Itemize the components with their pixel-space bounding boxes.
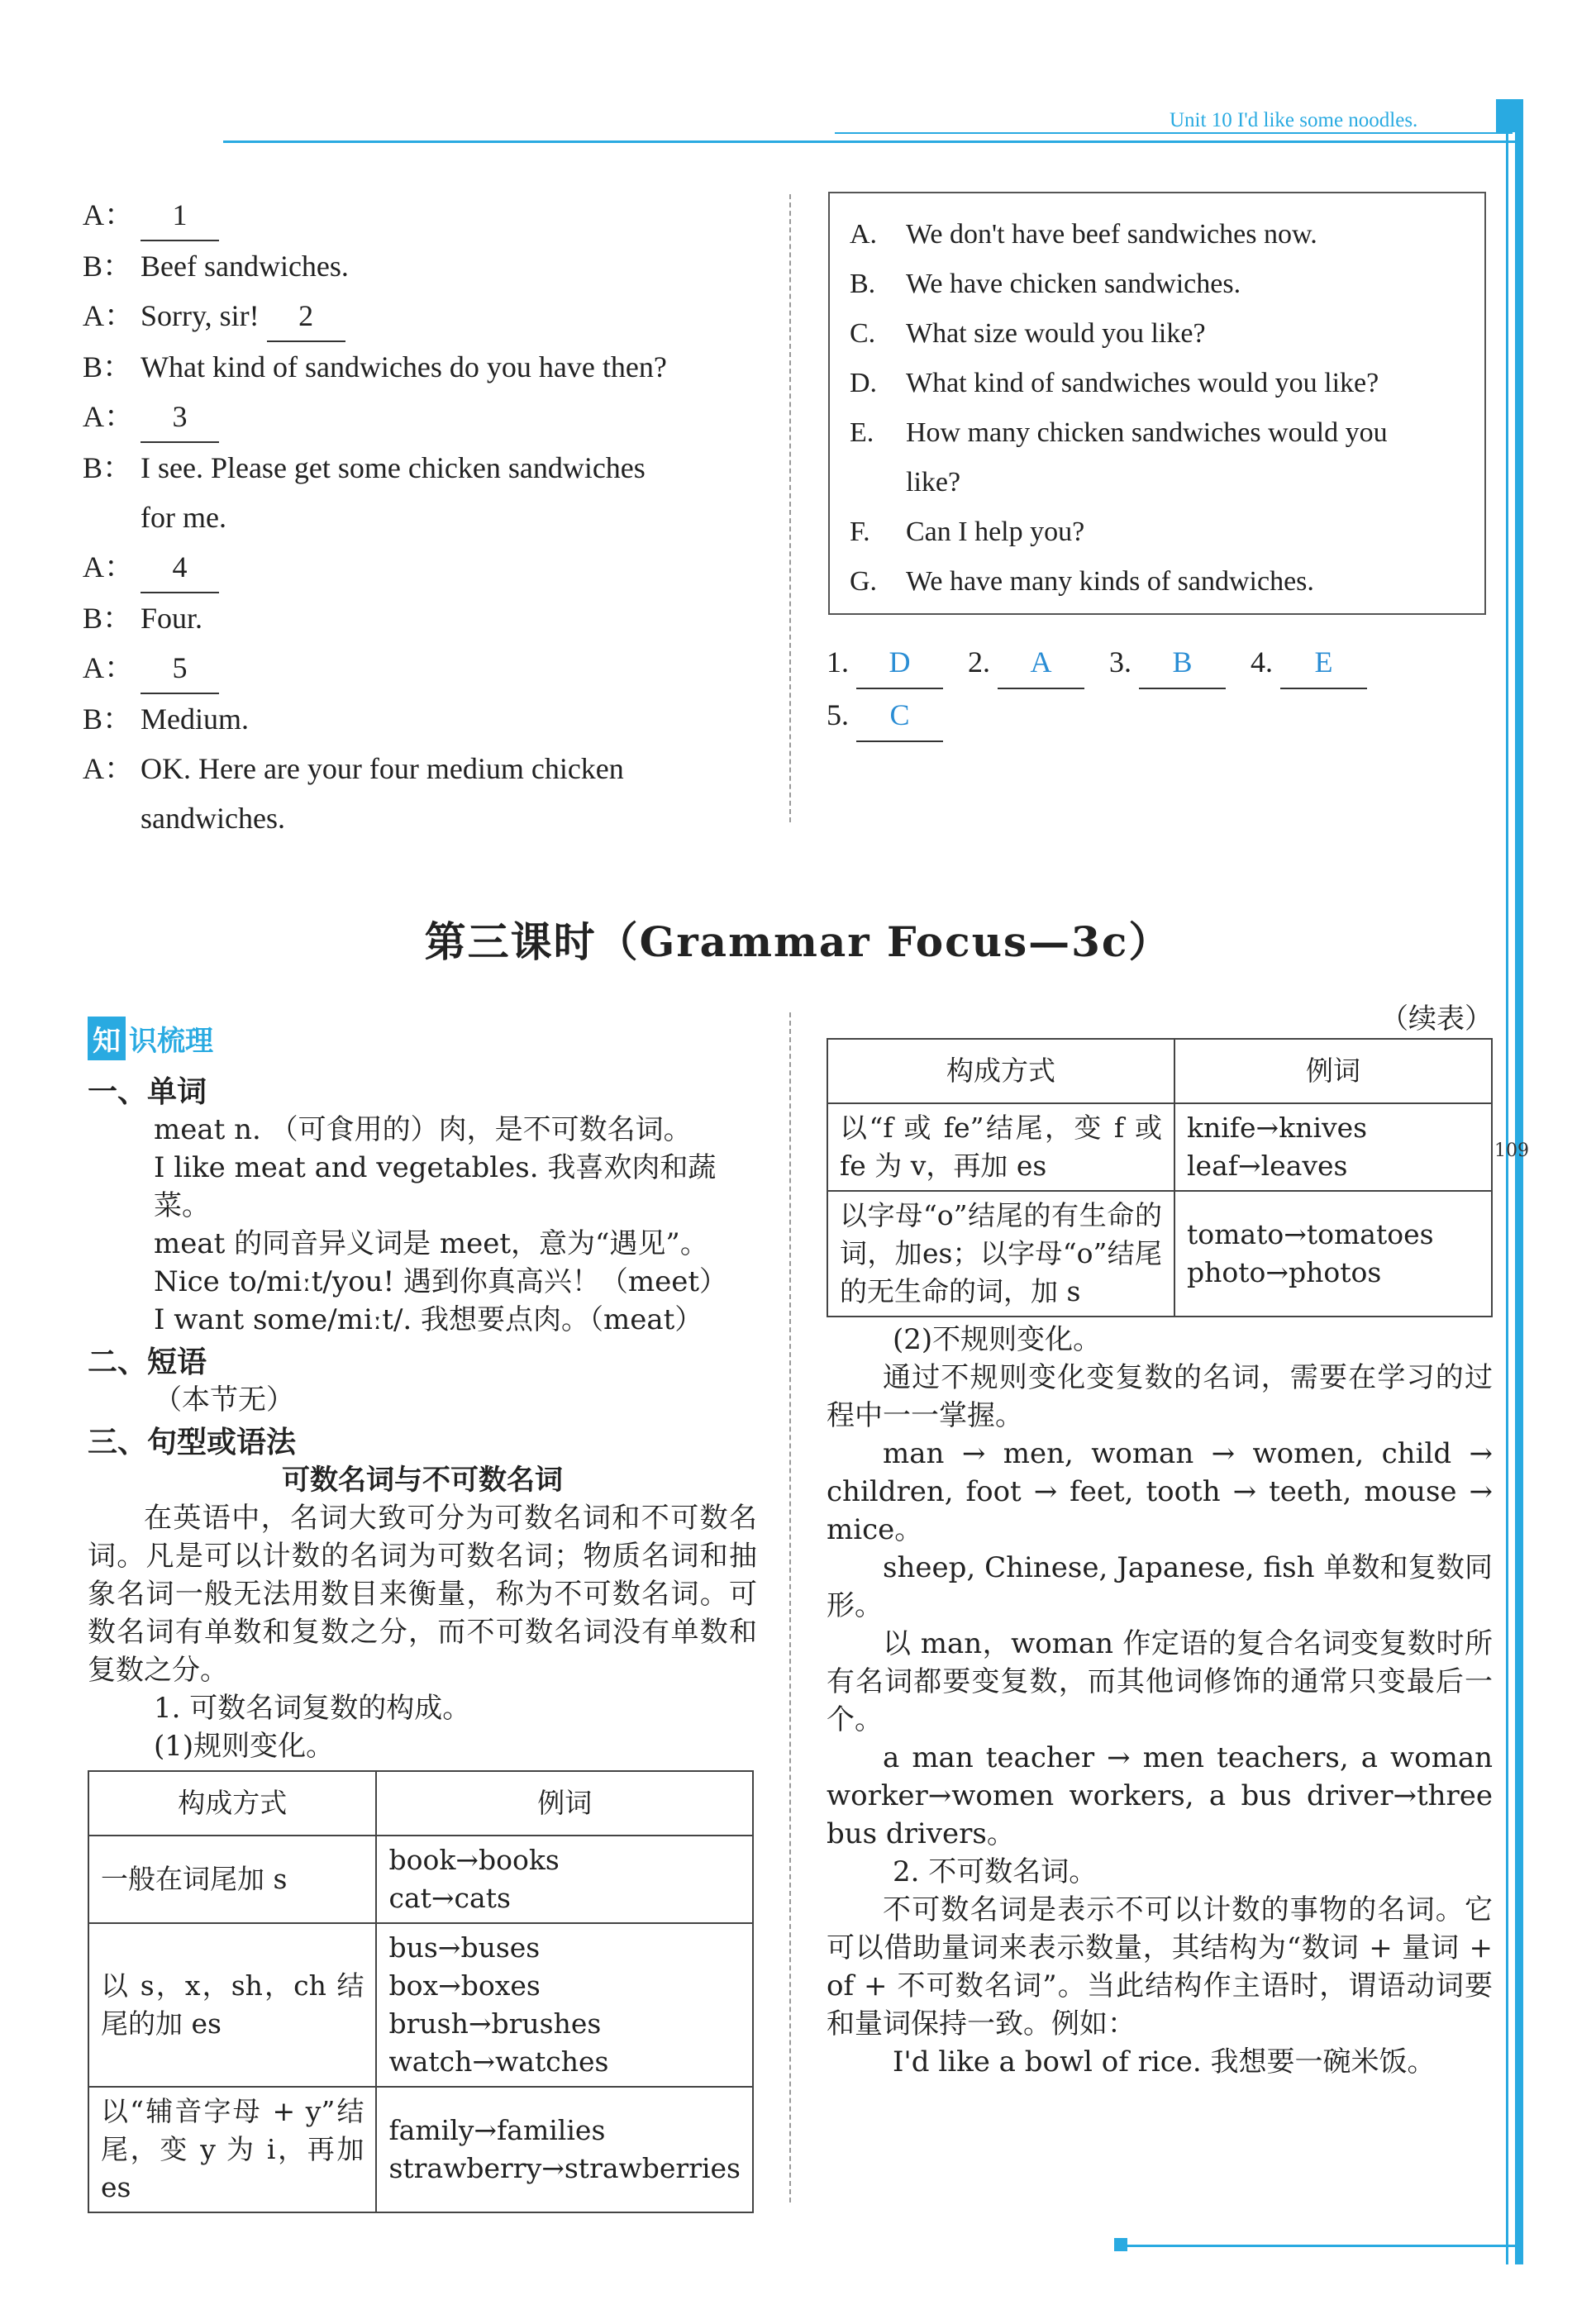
option-text: What size would you like? bbox=[906, 318, 1206, 349]
example-word: cat→cats bbox=[388, 1882, 511, 1914]
dialogue-line bbox=[83, 643, 752, 694]
dialogue-text: Medium. bbox=[141, 702, 249, 736]
grammar-point-1a: (1)规则变化。 bbox=[154, 1730, 335, 1763]
irregular-intro: 通过不规则变化变复数的名词，需要在学习的过程中一一掌握。 bbox=[827, 1361, 1493, 1432]
dialogue-line bbox=[83, 190, 752, 241]
dialogue-blank: 2 bbox=[267, 291, 345, 342]
table-header-cell: 构成方式 bbox=[88, 1771, 376, 1836]
plural-rules-table-continued bbox=[827, 1038, 1493, 1317]
page-number: 109 bbox=[1494, 1140, 1529, 1161]
table-header-cell: 例词 bbox=[376, 1771, 753, 1836]
example-word: watch→watches bbox=[388, 2045, 609, 2078]
table-row bbox=[88, 2087, 753, 2212]
table-header-cell: 构成方式 bbox=[827, 1039, 1174, 1103]
option-key: B. bbox=[850, 269, 876, 299]
column-divider-top bbox=[789, 194, 791, 822]
column-divider-bottom bbox=[789, 1012, 791, 2202]
dialogue-blank: 3 bbox=[141, 392, 219, 443]
speaker-label: A： bbox=[83, 752, 134, 785]
dialogue-text bbox=[141, 643, 219, 694]
option-key: G. bbox=[850, 566, 878, 597]
example-cell bbox=[1174, 1103, 1492, 1191]
options-box bbox=[828, 192, 1486, 615]
dialogue-line bbox=[83, 443, 752, 493]
phrases-note: （本节无） bbox=[154, 1383, 294, 1417]
table-header-row bbox=[827, 1039, 1492, 1103]
grammar-title: 可数名词与不可数名词 bbox=[282, 1464, 563, 1497]
dialogue-line bbox=[83, 542, 752, 593]
irregular-examples: man → men, woman → women, child → children, foot → feet, tooth → teeth, mouse → mice。 bbox=[827, 1437, 1493, 1546]
table-header-row bbox=[88, 1771, 753, 1836]
speaker-label: B： bbox=[83, 451, 133, 484]
word-line: Nice to/miːt/you! 遇到你真高兴！（meet） bbox=[154, 1265, 728, 1298]
dialogue-line bbox=[83, 342, 752, 392]
example-cell bbox=[376, 1836, 753, 1923]
option-item bbox=[850, 507, 1465, 557]
option-item bbox=[850, 260, 1465, 309]
answer-number: 4. bbox=[1251, 645, 1280, 679]
speaker-label: B： bbox=[83, 702, 133, 736]
dialogue-line bbox=[83, 493, 752, 542]
option-key: D. bbox=[850, 368, 878, 398]
continued-label: （续表） bbox=[1380, 1002, 1493, 1036]
option-item bbox=[850, 210, 1465, 260]
uncountable-paragraph: 不可数名词是表示不可以计数的事物的名词。它可以借助量词来表示数量，其结构为“数词 + 量词 + of + 不可数名词”。当此结构作主语时，谓语动词要和量词保持一致。例如： bbox=[827, 1893, 1493, 2040]
dialogue-text: sandwiches. bbox=[141, 802, 285, 835]
speaker-label: B： bbox=[83, 250, 133, 283]
answer-value: A bbox=[998, 636, 1084, 689]
example-word: leaf→leaves bbox=[1187, 1150, 1348, 1182]
dialogue-line bbox=[83, 793, 752, 843]
answer-value: B bbox=[1139, 636, 1226, 689]
table-row bbox=[827, 1103, 1492, 1191]
plural-rules-table bbox=[88, 1770, 754, 2213]
irregular-heading: (2)不规则变化。 bbox=[893, 1323, 1102, 1356]
word-line: meat 的同音异义词是 meet，意为“遇见”。 bbox=[154, 1227, 708, 1260]
option-item bbox=[850, 458, 1465, 507]
same-form-note: sheep, Chinese, Japanese, fish 单数和复数同形。 bbox=[827, 1551, 1493, 1622]
dialogue-text bbox=[141, 542, 219, 593]
left-column bbox=[88, 1017, 757, 2213]
header-rule bbox=[223, 140, 1517, 143]
knowledge-badge: 知 bbox=[88, 1017, 126, 1060]
example-word: knife→knives bbox=[1187, 1112, 1368, 1144]
side-bar-thin bbox=[1506, 99, 1508, 2264]
speaker-label: B： bbox=[83, 602, 133, 635]
dialogue-line bbox=[83, 392, 752, 443]
dialogue-text: What kind of sandwiches do you have then? bbox=[141, 350, 667, 383]
rule-cell: 以字母“o”结尾的有生命的词，加es；以字母“o”结尾的无生命的词，加 s bbox=[827, 1191, 1174, 1317]
word-line: meat n. （可食用的）肉，是不可数名词。 bbox=[154, 1113, 692, 1146]
example-word: photo→photos bbox=[1187, 1256, 1382, 1288]
example-cell bbox=[1174, 1191, 1492, 1317]
example-word: brush→brushes bbox=[388, 2007, 602, 2040]
speaker-label: B： bbox=[83, 350, 133, 383]
option-text: What kind of sandwiches would you like? bbox=[906, 368, 1379, 398]
option-key: C. bbox=[850, 318, 876, 349]
answer-value: C bbox=[856, 689, 943, 742]
compound-rule: 以 man，woman 作定语的复合名词变复数时所有名词都要变复数，而其他词修饰的通常只变最后一个。 bbox=[827, 1627, 1493, 1736]
option-item bbox=[850, 408, 1465, 458]
dialogue-text: I see. Please get some chicken sandwiches bbox=[141, 451, 646, 484]
answer-number: 3. bbox=[1109, 645, 1139, 679]
example-cell bbox=[376, 2087, 753, 2212]
word-line: I like meat and vegetables. 我喜欢肉和蔬菜。 bbox=[154, 1151, 717, 1222]
dialogue-blank: 5 bbox=[141, 643, 219, 694]
example-word: book→books bbox=[388, 1844, 560, 1876]
example-word: tomato→tomatoes bbox=[1187, 1218, 1434, 1250]
answer-number: 1. bbox=[827, 645, 856, 679]
answers bbox=[827, 636, 1488, 742]
example-word: box→boxes bbox=[388, 1969, 541, 2002]
section-words: 一、单词 bbox=[88, 1075, 207, 1109]
example-word: bus→buses bbox=[388, 1931, 541, 1964]
table-row bbox=[88, 1836, 753, 1923]
rule-cell: 一般在词尾加 s bbox=[88, 1836, 376, 1923]
dialogue-line bbox=[83, 291, 752, 342]
option-item bbox=[850, 557, 1465, 607]
rule-cell: 以“辅音字母 + y”结尾，变 y 为 i，再加 es bbox=[88, 2087, 376, 2212]
dialogue-text bbox=[141, 190, 219, 241]
footer-rule bbox=[1124, 2245, 1517, 2247]
uncountable-heading: 2. 不可数名词。 bbox=[893, 1855, 1098, 1888]
answer-value: E bbox=[1280, 636, 1367, 689]
speaker-label: A： bbox=[83, 651, 134, 684]
option-text: like? bbox=[906, 467, 961, 498]
right-column bbox=[827, 1000, 1493, 2081]
option-text: We have many kinds of sandwiches. bbox=[906, 566, 1314, 597]
dialogue-text bbox=[141, 392, 219, 443]
example-cell bbox=[376, 1923, 753, 2087]
word-line: I want some/miːt/. 我想要点肉。（meat） bbox=[154, 1303, 703, 1336]
footer-square bbox=[1114, 2238, 1127, 2251]
dialogue-line bbox=[83, 744, 752, 793]
table-row bbox=[88, 1923, 753, 2087]
header-tab bbox=[1496, 99, 1521, 132]
option-key: A. bbox=[850, 219, 878, 250]
option-item bbox=[850, 309, 1465, 359]
speaker-label: A： bbox=[83, 550, 134, 583]
dialogue-blank: 1 bbox=[141, 190, 219, 241]
option-key bbox=[850, 458, 906, 507]
dialogue-text: Sorry, sir! 2 bbox=[141, 291, 345, 342]
example-word: family→families bbox=[388, 2114, 606, 2146]
answer-number: 5. bbox=[827, 698, 856, 731]
speaker-label bbox=[83, 793, 141, 843]
lesson-title: 第三课时（Grammar Focus—3c） bbox=[424, 917, 1172, 966]
table-row bbox=[827, 1191, 1492, 1317]
header-rule-thin bbox=[835, 132, 1513, 134]
dialogue-text: OK. Here are your four medium chicken bbox=[141, 752, 624, 785]
rule-cell: 以 s，x，sh，ch 结尾的加 es bbox=[88, 1923, 376, 2087]
words-block bbox=[88, 1111, 757, 1339]
running-header: Unit 10 I'd like some noodles. bbox=[1170, 109, 1418, 131]
answer-number: 2. bbox=[968, 645, 998, 679]
dialogue-text: Four. bbox=[141, 602, 203, 635]
side-bar bbox=[1515, 99, 1523, 2264]
dialogue-text: for me. bbox=[141, 501, 226, 534]
dialogue bbox=[83, 190, 752, 843]
section-grammar: 三、句型或语法 bbox=[88, 1426, 297, 1459]
knowledge-heading bbox=[88, 1017, 757, 1060]
rule-cell: 以“f 或 fe”结尾，变 f 或 fe 为 v，再加 es bbox=[827, 1103, 1174, 1191]
dialogue-line bbox=[83, 593, 752, 643]
dialogue-line bbox=[83, 694, 752, 744]
grammar-paragraph: 在英语中，名词大致可分为可数名词和不可数名词。凡是可以计数的名词为可数名词；物质名词和抽象名词一般无法用数目来衡量，称为不可数名词。可数名词有单数和复数之分，而不可数名词没有单数和复数之分。 bbox=[88, 1502, 757, 1687]
answer-value: D bbox=[856, 636, 943, 689]
speaker-label: A： bbox=[83, 299, 134, 332]
dialogue-text: Beef sandwiches. bbox=[141, 250, 349, 283]
option-text: Can I help you? bbox=[906, 517, 1085, 547]
knowledge-label: 识梳理 bbox=[129, 1025, 213, 1058]
speaker-label: A： bbox=[83, 400, 134, 433]
speaker-label: A： bbox=[83, 198, 134, 231]
table-header-cell: 例词 bbox=[1174, 1039, 1492, 1103]
section-phrases: 二、短语 bbox=[88, 1345, 207, 1379]
option-key: E. bbox=[850, 417, 874, 448]
option-text: We have chicken sandwiches. bbox=[906, 269, 1241, 299]
option-text: We don't have beef sandwiches now. bbox=[906, 219, 1317, 250]
dialogue-blank: 4 bbox=[141, 542, 219, 593]
option-text: How many chicken sandwiches would you bbox=[906, 417, 1388, 448]
grammar-point-1: 1. 可数名词复数的构成。 bbox=[154, 1692, 471, 1725]
speaker-label bbox=[83, 493, 141, 542]
compound-examples: a man teacher → men teachers, a woman worker→women workers, a bus driver→three bus drivers。 bbox=[827, 1741, 1493, 1850]
example-sentence: I'd like a bowl of rice. 我想要一碗米饭。 bbox=[893, 2045, 1436, 2079]
option-key: F. bbox=[850, 517, 870, 547]
dialogue-line bbox=[83, 241, 752, 291]
option-item bbox=[850, 359, 1465, 408]
example-word: strawberry→strawberries bbox=[388, 2152, 741, 2184]
